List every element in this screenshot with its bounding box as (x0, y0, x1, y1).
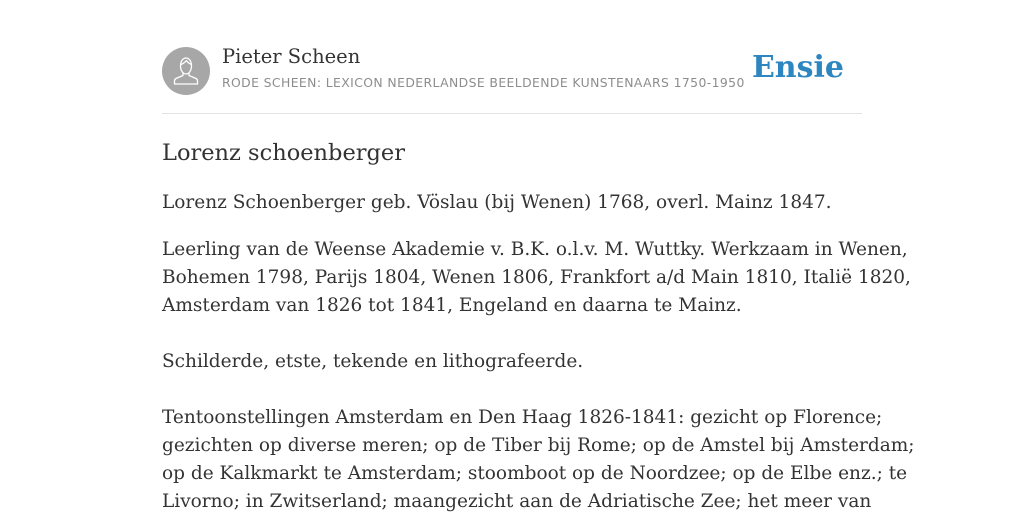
ensie-logo[interactable]: Ensie (751, 50, 844, 85)
article-body (162, 236, 915, 512)
body-line: Tentoonstellingen Amsterdam en Den Haag 1826-1841: gezicht op Florence; (162, 407, 883, 428)
paragraph-gap (162, 320, 862, 348)
header (162, 40, 862, 114)
body-line: Leerling van de Weense Akademie v. B.K. o.l.v. M. Wuttky. Werkzaam in Wenen, (162, 239, 908, 260)
article (162, 137, 915, 512)
body-line: Livorno; in Zwitserland; maangezicht aan de Adriatische Zee; het meer van (162, 491, 872, 512)
article-lead: Lorenz Schoenberger geb. Vöslau (bij Wenen) 1768, overl. Mainz 1847. (162, 192, 832, 213)
source-title[interactable]: RODE SCHEEN: LEXICON NEDERLANDSE BEELDENDE KUNSTENAARS 1750-1950 (222, 75, 745, 90)
body-line: Amsterdam van 1826 tot 1841, Engeland en daarna te Mainz. (162, 295, 742, 316)
body-line: Bohemen 1798, Parijs 1804, Wenen 1806, Frankfort a/d Main 1810, Italië 1820, (162, 267, 911, 288)
body-line: Schilderde, etste, tekende en lithografeerde. (162, 351, 584, 372)
paragraph-gap (162, 376, 862, 404)
body-line: op de Kalkmarkt te Amsterdam; stoomboot op de Noordzee; op de Elbe enz.; te (162, 463, 908, 484)
article-title: Lorenz schoenberger (162, 140, 405, 166)
author-name[interactable]: Pieter Scheen (222, 45, 361, 68)
author-avatar[interactable] (162, 47, 210, 95)
body-line: gezichten op diverse meren; op de Tiber bij Rome; op de Amstel bij Amsterdam; (162, 435, 915, 456)
user-avatar-icon (162, 47, 210, 95)
